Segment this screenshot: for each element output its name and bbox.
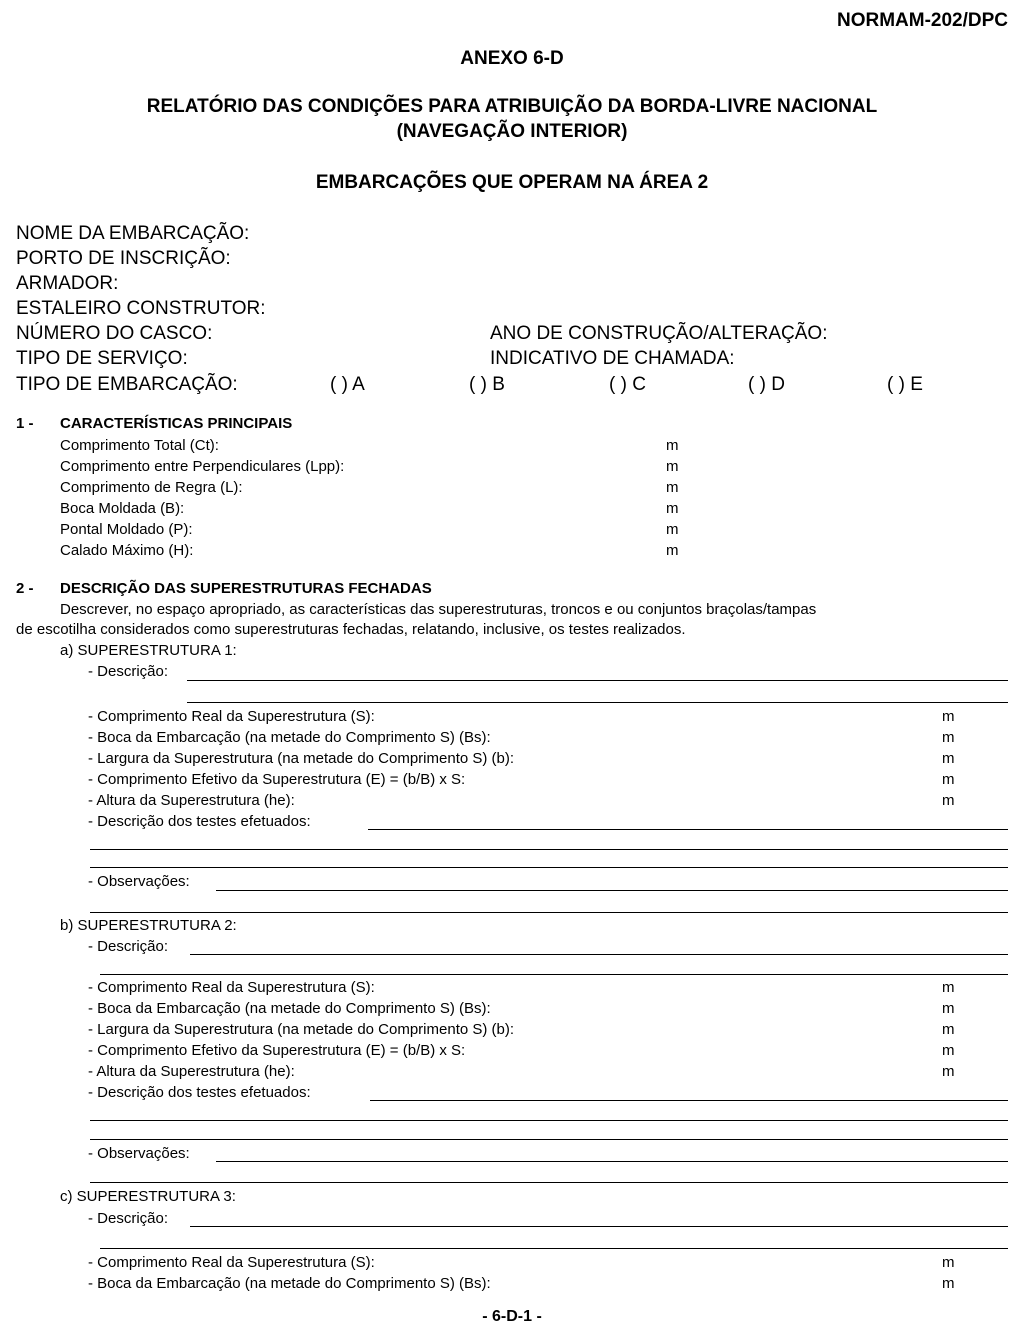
report-title-line2: (NAVEGAÇÃO INTERIOR)	[396, 121, 628, 142]
unit-label: m	[942, 1042, 955, 1059]
moulded-depth-label: Pontal Moldado (P):	[60, 521, 193, 538]
superstructure-2-label: b) SUPERESTRUTURA 2:	[60, 917, 237, 934]
call-sign-label: INDICATIVO DE CHAMADA:	[490, 348, 735, 369]
unit-label: m	[942, 771, 955, 788]
page-number: - 6-D-1 -	[482, 1308, 542, 1325]
effective-length-label: - Comprimento Efetivo da Superestrutura (E) = (b/B) x S:	[88, 771, 466, 788]
unit-label: m	[942, 750, 955, 767]
section2-intro-line2: de escotilha considerados como superestruturas fechadas, relatando, inclusive, os testes realizados.	[16, 621, 686, 638]
section2-intro-line1: Descrever, no espaço apropriado, as características das superestruturas, troncos e ou conjuntos braçolas/tampas	[60, 601, 817, 618]
unit-label: m	[942, 1021, 955, 1038]
unit-label: m	[666, 521, 679, 538]
service-type-label: TIPO DE SERVIÇO:	[16, 348, 188, 369]
rule-length-label: Comprimento de Regra (L):	[60, 479, 243, 496]
description-field[interactable]	[190, 1226, 1008, 1227]
moulded-breadth-label: Boca Moldada (B):	[60, 500, 185, 517]
description-field[interactable]	[190, 954, 1008, 955]
vessel-name-label: NOME DA EMBARCAÇÃO:	[16, 223, 250, 244]
annex-title: ANEXO 6-D	[460, 48, 564, 69]
section2-title: DESCRIÇÃO DAS SUPERESTRUTURAS FECHADAS	[60, 580, 432, 597]
unit-label: m	[942, 1000, 955, 1017]
vessel-type-label: TIPO DE EMBARCAÇÃO:	[16, 374, 238, 395]
owner-label: ARMADOR:	[16, 273, 119, 294]
type-option-b[interactable]: ( ) B	[469, 374, 505, 395]
document-code: NORMAM-202/DPC	[836, 10, 1008, 31]
superstructure-height-label: - Altura da Superestrutura (he):	[88, 1063, 295, 1080]
description-field-line2[interactable]	[187, 702, 1008, 703]
tests-field[interactable]	[370, 1100, 1008, 1101]
tests-label: - Descrição dos testes efetuados:	[88, 813, 311, 830]
observations-label: - Observações:	[88, 1145, 190, 1162]
description-label: - Descrição:	[88, 938, 169, 955]
observations-field-line2[interactable]	[90, 1182, 1008, 1183]
tests-field-line3[interactable]	[90, 1139, 1008, 1140]
type-option-a[interactable]: ( ) A	[330, 374, 365, 395]
port-label: PORTO DE INSCRIÇÃO:	[16, 248, 231, 269]
unit-label: m	[942, 1275, 955, 1292]
observations-field-line2[interactable]	[90, 912, 1008, 913]
max-draft-label: Calado Máximo (H):	[60, 542, 194, 559]
unit-label: m	[666, 542, 679, 559]
unit-label: m	[666, 500, 679, 517]
tests-field-line2[interactable]	[90, 849, 1008, 850]
unit-label: m	[666, 479, 679, 496]
unit-label: m	[942, 708, 955, 725]
description-label: - Descrição:	[88, 663, 169, 680]
vessel-breadth-label: - Boca da Embarcação (na metade do Comprimento S) (Bs):	[88, 729, 491, 746]
description-label: - Descrição:	[88, 1210, 169, 1227]
superstructure-height-label: - Altura da Superestrutura (he):	[88, 792, 295, 809]
real-length-label: - Comprimento Real da Superestrutura (S):	[88, 979, 375, 996]
unit-label: m	[942, 979, 955, 996]
tests-field-line2[interactable]	[90, 1120, 1008, 1121]
shipyard-label: ESTALEIRO CONSTRUTOR:	[16, 298, 266, 319]
build-year-label: ANO DE CONSTRUÇÃO/ALTERAÇÃO:	[490, 323, 828, 344]
real-length-label: - Comprimento Real da Superestrutura (S):	[88, 708, 375, 725]
superstructure-1-label: a) SUPERESTRUTURA 1:	[60, 642, 237, 659]
unit-label: m	[942, 729, 955, 746]
tests-field-line3[interactable]	[90, 867, 1008, 868]
unit-label: m	[666, 437, 679, 454]
effective-length-label: - Comprimento Efetivo da Superestrutura (E) = (b/B) x S:	[88, 1042, 466, 1059]
section1-number: 1 -	[16, 415, 34, 432]
tests-label: - Descrição dos testes efetuados:	[88, 1084, 311, 1101]
description-field-line2[interactable]	[100, 974, 1008, 975]
lpp-label: Comprimento entre Perpendiculares (Lpp):	[60, 458, 345, 475]
description-field[interactable]	[187, 680, 1008, 681]
unit-label: m	[942, 1254, 955, 1271]
description-field-line2[interactable]	[100, 1248, 1008, 1249]
type-option-c[interactable]: ( ) C	[609, 374, 646, 395]
total-length-label: Comprimento Total (Ct):	[60, 437, 219, 454]
section2-number: 2 -	[16, 580, 34, 597]
section1-title: CARACTERÍSTICAS PRINCIPAIS	[60, 415, 293, 432]
observations-field[interactable]	[216, 890, 1008, 891]
superstructure-width-label: - Largura da Superestrutura (na metade do Comprimento S) (b):	[88, 1021, 515, 1038]
vessel-breadth-label: - Boca da Embarcação (na metade do Comprimento S) (Bs):	[88, 1275, 491, 1292]
superstructure-3-label: c) SUPERESTRUTURA 3:	[60, 1188, 236, 1205]
real-length-label: - Comprimento Real da Superestrutura (S):	[88, 1254, 375, 1271]
observations-label: - Observações:	[88, 873, 190, 890]
tests-field[interactable]	[368, 829, 1008, 830]
superstructure-width-label: - Largura da Superestrutura (na metade do Comprimento S) (b):	[88, 750, 515, 767]
observations-field[interactable]	[216, 1161, 1008, 1162]
hull-number-label: NÚMERO DO CASCO:	[16, 323, 213, 344]
unit-label: m	[666, 458, 679, 475]
unit-label: m	[942, 1063, 955, 1080]
report-title-line1: RELATÓRIO DAS CONDIÇÕES PARA ATRIBUIÇÃO DA BORDA-LIVRE NACIONAL	[146, 96, 878, 117]
type-option-e[interactable]: ( ) E	[887, 374, 923, 395]
type-option-d[interactable]: ( ) D	[748, 374, 785, 395]
vessel-breadth-label: - Boca da Embarcação (na metade do Comprimento S) (Bs):	[88, 1000, 491, 1017]
report-subtitle: EMBARCAÇÕES QUE OPERAM NA ÁREA 2	[315, 172, 709, 193]
unit-label: m	[942, 792, 955, 809]
